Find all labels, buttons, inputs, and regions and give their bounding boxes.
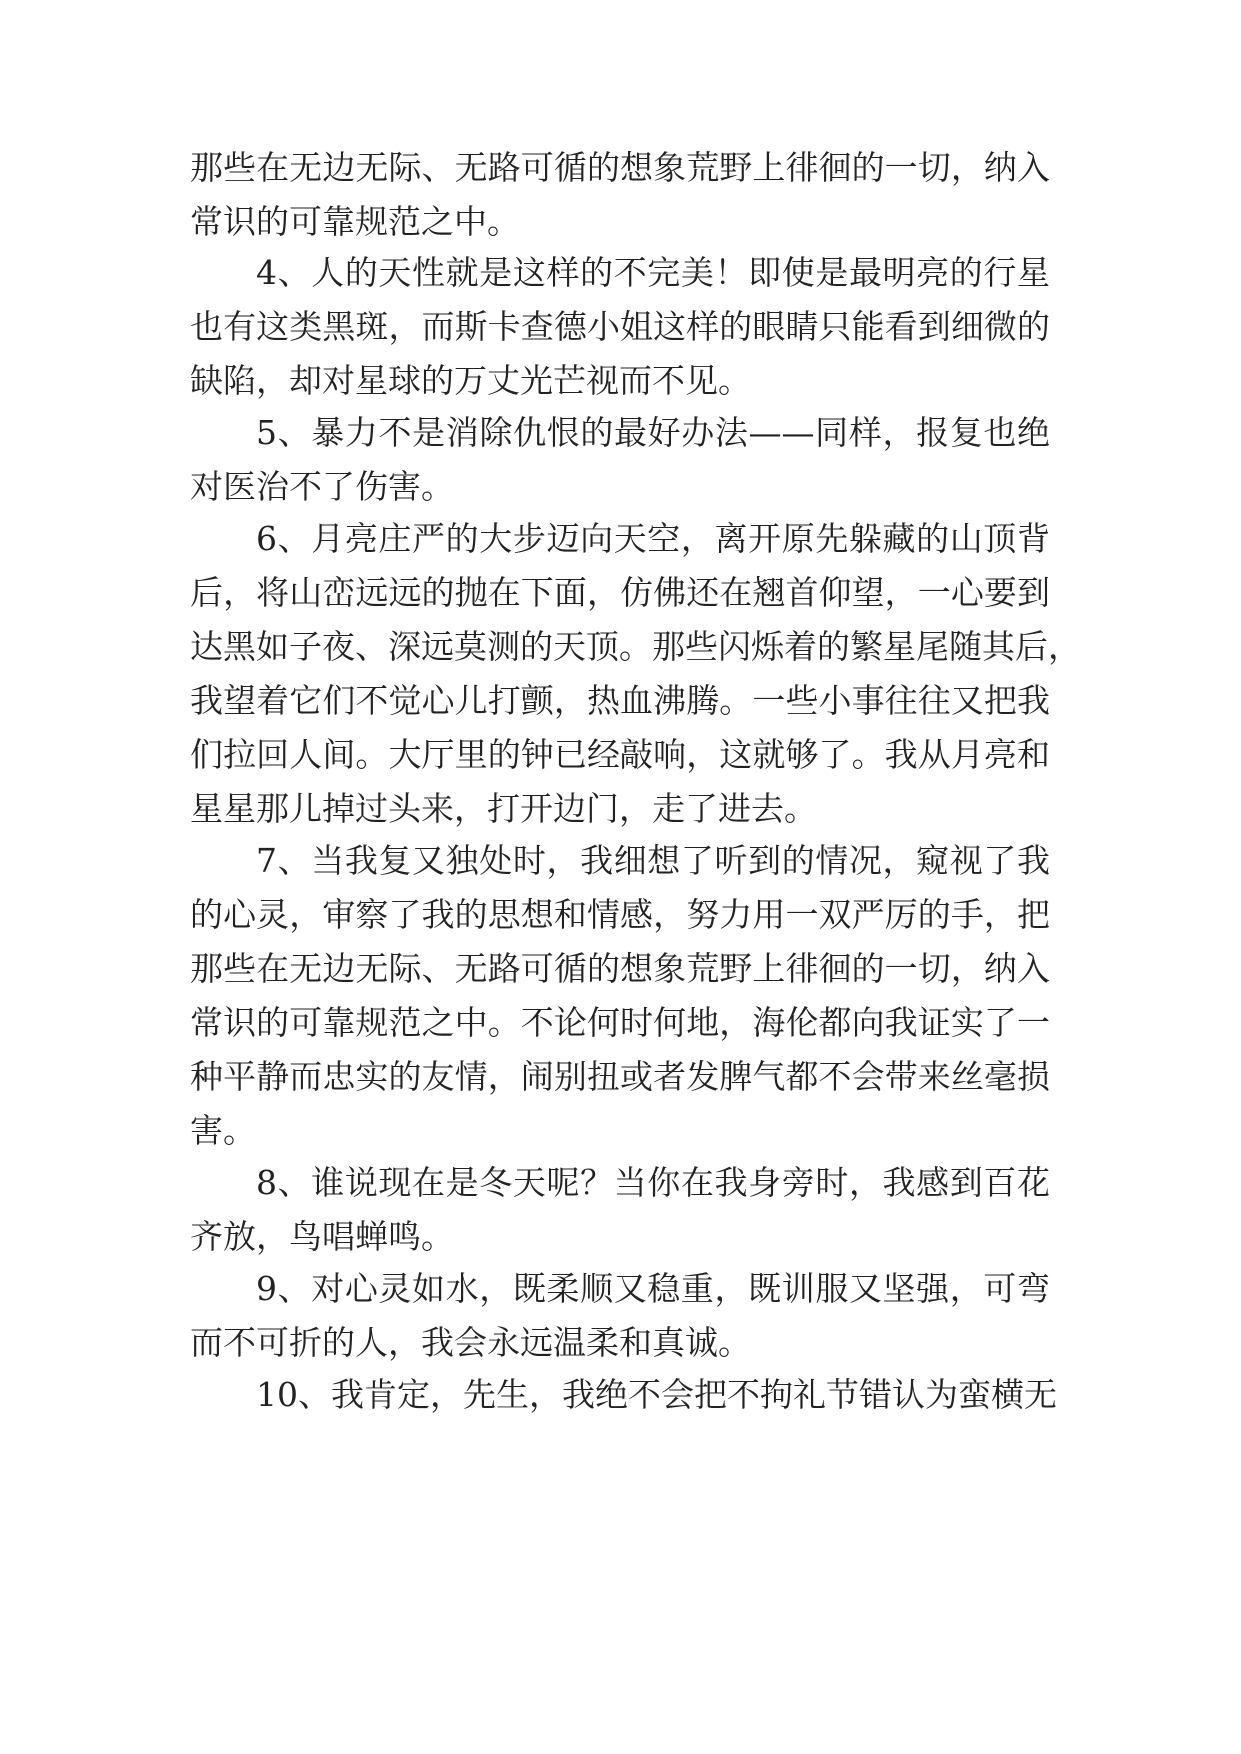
paragraph-start-4: 4、人的天性就是这样的不完美！即使是最明亮的行星 <box>256 253 1050 292</box>
paragraph-start-8: 8、谁说现在是冬天呢？当你在我身旁时，我感到百花 <box>256 1163 1050 1202</box>
paragraph-start-5: 5、暴力不是消除仇恨的最好办法——同样，报复也绝 <box>256 413 1050 452</box>
text-line: 的心灵，审察了我的思想和情感，努力用一双严厉的手，把 <box>190 895 1050 934</box>
text-line: 后，将山峦远远的抛在下面，仿佛还在翘首仰望，一心要到 <box>190 573 1050 612</box>
paragraph-start-10: 10、我肯定，先生，我绝不会把不拘礼节错认为蛮横无 <box>256 1375 1057 1414</box>
paragraph-start-7: 7、当我复又独处时，我细想了听到的情况，窥视了我 <box>256 841 1050 880</box>
text-line: 而不可折的人，我会永远温柔和真诚。 <box>190 1323 751 1362</box>
text-line: 们拉回人间。大厅里的钟已经敲响，这就够了。我从月亮和 <box>190 735 1050 774</box>
text-line: 我望着它们不觉心儿打颤，热血沸腾。一些小事往往又把我 <box>190 681 1050 720</box>
text-line: 缺陷，却对星球的万丈光芒视而不见。 <box>190 361 751 400</box>
text-line: 那些在无边无际、无路可循的想象荒野上徘徊的一切，纳入 <box>190 148 1050 187</box>
text-line: 那些在无边无际、无路可循的想象荒野上徘徊的一切，纳入 <box>190 949 1050 988</box>
text-line: 对医治不了伤害。 <box>190 467 454 506</box>
text-line: 齐放，鸟唱蝉鸣。 <box>190 1217 454 1256</box>
text-line: 常识的可靠规范之中。不论何时何地，海伦都向我证实了一 <box>190 1003 1050 1042</box>
paragraph-start-9: 9、对心灵如水，既柔顺又稳重，既训服又坚强，可弯 <box>256 1269 1050 1308</box>
text-line: 种平静而忠实的友情，闹别扭或者发脾气都不会带来丝毫损 <box>190 1057 1050 1096</box>
paragraph-start-6: 6、月亮庄严的大步迈向天空，离开原先躲藏的山顶背 <box>256 519 1050 558</box>
text-line: 也有这类黑斑，而斯卡查德小姐这样的眼睛只能看到细微的 <box>190 307 1050 346</box>
text-line: 达黑如子夜、深远莫测的天顶。那些闪烁着的繁星尾随其后， <box>190 627 1081 666</box>
text-line: 星星那儿掉过头来，打开边门，走了进去。 <box>190 789 817 828</box>
text-line: 常识的可靠规范之中。 <box>190 202 520 241</box>
text-line: 害。 <box>190 1111 256 1150</box>
